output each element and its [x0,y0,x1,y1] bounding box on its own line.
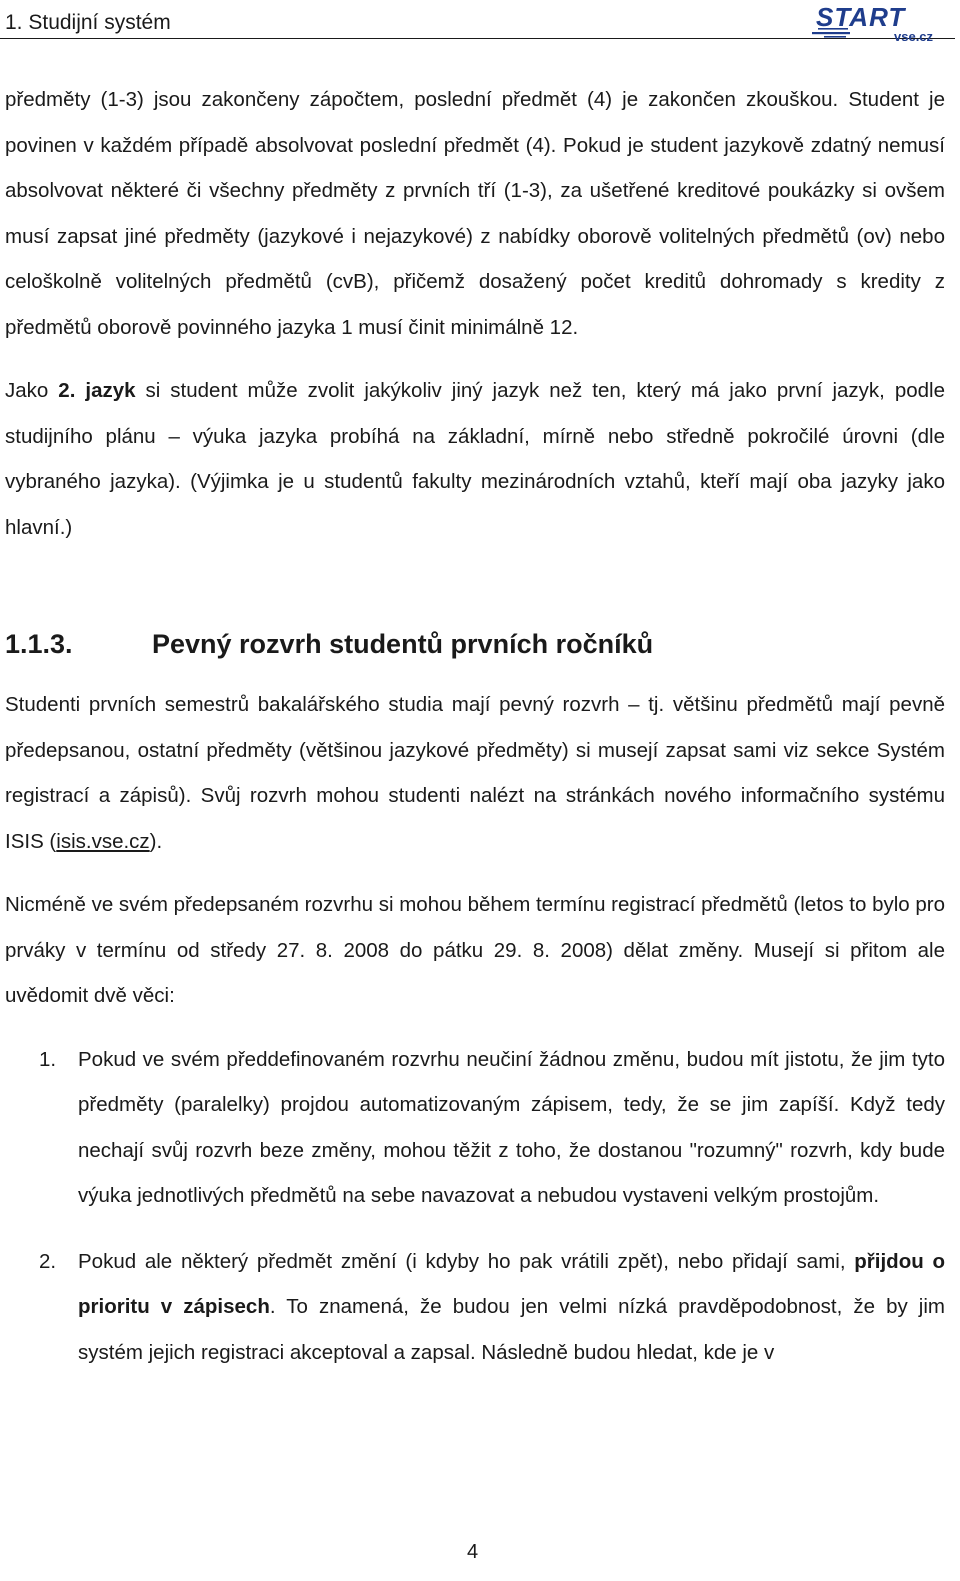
section-heading [5,624,945,664]
page-body [5,70,945,1395]
isis-link[interactable]: isis.vse.cz [56,829,150,853]
start-vse-logo [808,2,956,44]
section-number: 1.1.3. [5,629,73,659]
numbered-list [5,1037,945,1376]
paragraph-languages: předměty (1-3) jsou zakončeny zápočtem, poslední předmět (4) je zakončen zkouškou. Student je povinen v každém případě absolvovat poslední předmět (4). Pokud je student jazykově zdatný nemusí absolvovat některé či všechny předměty z prvních tří (1-3), za ušetřené kreditové poukázky si ovšem musí zapsat jiné předměty (jazykové i nejazykové) z nabídky oborově volitelných předmětů (ov) nebo celoškolně volitelných předmětů (cvB), přičemž dosažený počet kreditů dohromady s kredity z předmětů oborově povinného jazyka 1 musí činit minimálně 12. [5,88,945,339]
logo-wordmark: START [816,2,906,32]
list-marker: 2. [39,1249,57,1273]
list-item-text: Pokud ve svém předdefinovaném rozvrhu neučiní žádnou změnu, budou mít jistotu, že jim tyto předměty (paralelky) projdou automatizovaným zápisem, tedy, že se jim zapíší. Když tedy nechají svůj rozvrh beze změny, mohou těžit z toho, že dostanou "rozumný" rozvrh, kdy bude výuka jednotlivých předmětů na sebe navazovat a nebudou vystaveni velkým prostojům. [78,1047,945,1207]
bold-term: 2. jazyk [58,379,136,402]
page-header [0,0,960,46]
paragraph-text: Studenti prvních semestrů bakalářského studia mají pevný rozvrh – tj. většinu předmětů mají pevně předepsanou, ostatní předměty (většinou jazykové předměty) si musejí zapsat sami viz sekce Systém registrací a zápisů). Svůj rozvrh mohou studenti nalézt na stránkách nového informačního systému ISIS ( [5,693,945,853]
paragraph-second-language [5,368,945,550]
paragraph-changes: Nicméně ve svém předepsaném rozvrhu si mohou během termínu registrací předmětů (letos to bylo pro prváky v termínu od středy 27. 8. 2008 do pátku 29. 8. 2008) dělat změny. Musejí si přitom ale uvědomit dvě věci: [5,893,946,1007]
paragraph-text: si student může zvolit jakýkoliv jiný jazyk než ten, který má jako první jazyk, podle studijního plánu – výuka jazyka probíhá na základní, mírně nebo středně pokročilé úrovni (dle vybraného jazyka). (Výjimka je u studentů fakulty mezinárodních vztahů, kteří mají oba jazyky jako hlavní.) [5,379,945,539]
page-number: 4 [466,1541,479,1563]
logo-domain: vse.cz [894,29,934,44]
paragraph-text: ). [149,829,163,853]
paragraph-text: Jako [5,379,59,402]
bold-term: přijdou o prioritu v zápisech [78,1249,945,1318]
list-item [5,1037,945,1219]
paragraph-fixed-schedule [5,682,945,864]
list-marker: 1. [39,1047,57,1071]
running-header-title: 1. Studijní systém [5,11,171,34]
list-item-text: Pokud ale některý předmět změní (i kdyby ho pak vrátili zpět), nebo přidají sami, [78,1249,855,1273]
section-title: Pevný rozvrh studentů prvních ročníků [152,629,654,659]
list-item-text: . To znamená, že budou jen velmi nízká pravděpodobnost, že by jim systém jejich registraci akceptoval a zapsal. Následně budou hledat, kde je v [78,1295,945,1364]
list-item [5,1239,945,1376]
